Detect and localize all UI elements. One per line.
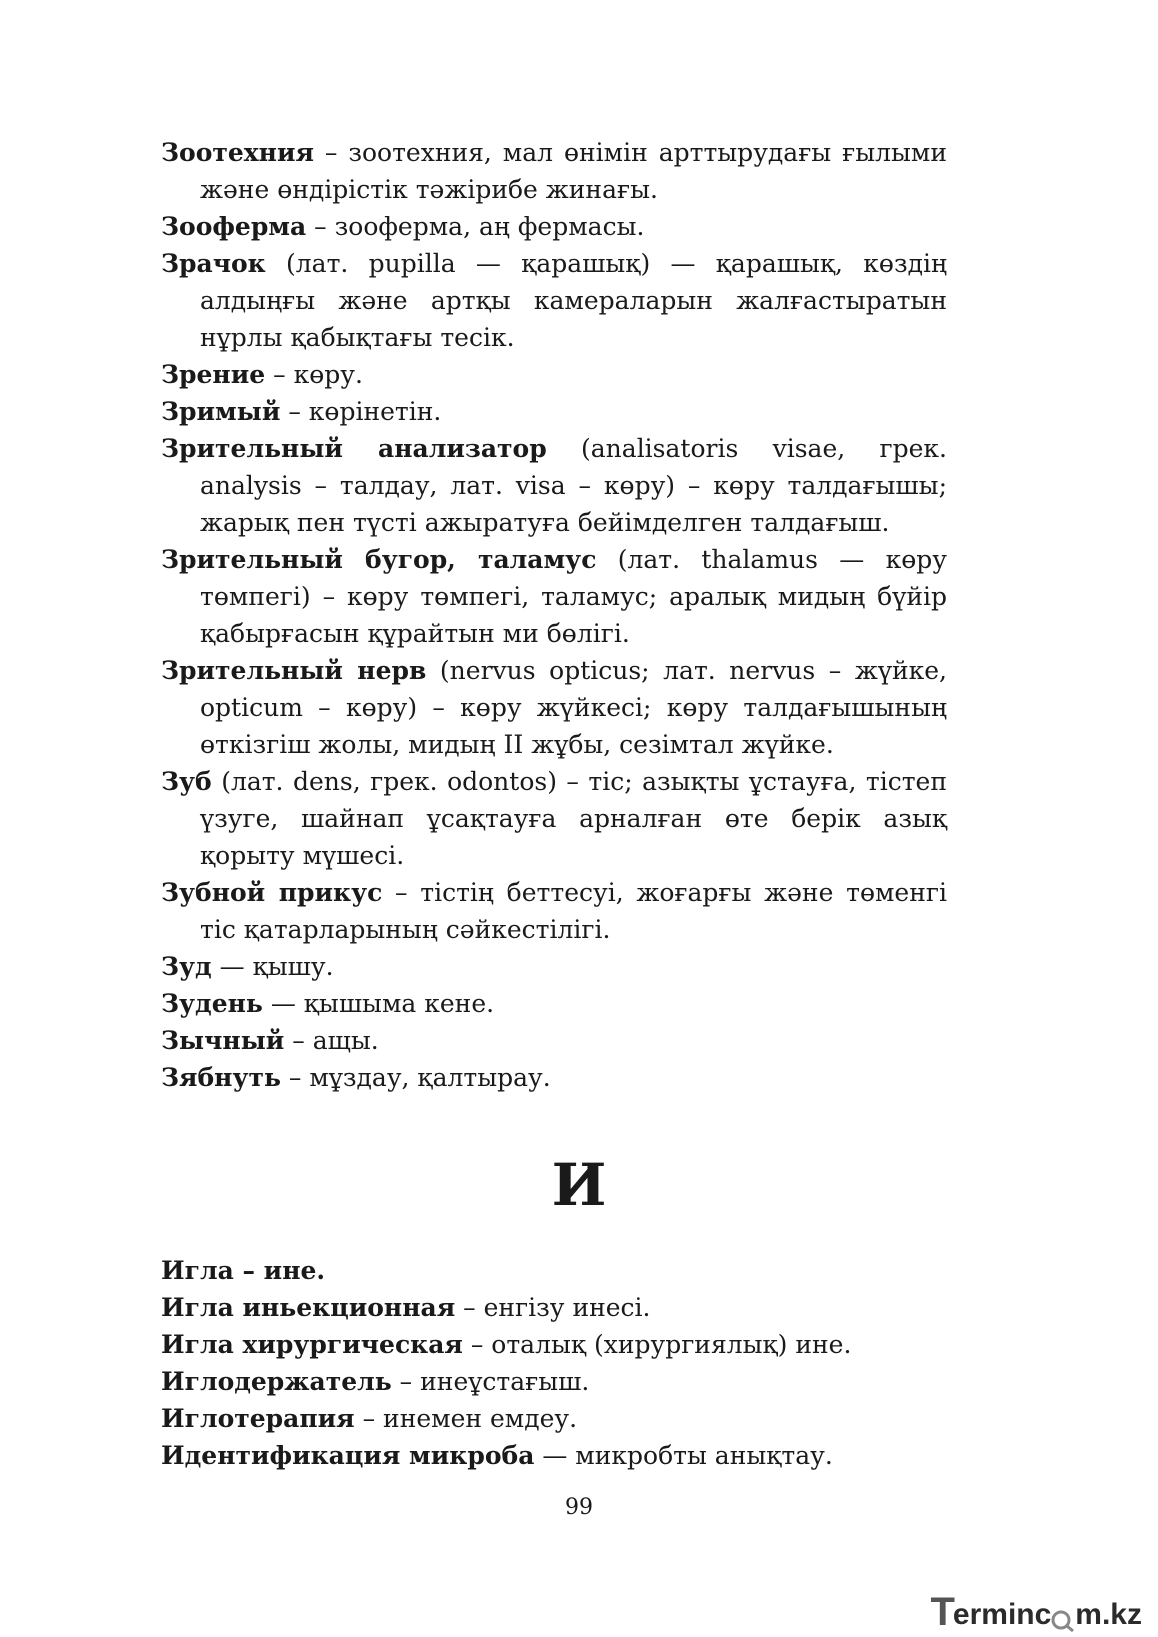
dictionary-entry <box>161 1437 947 1474</box>
dictionary-entry <box>161 430 947 541</box>
dictionary-entry <box>161 1252 947 1289</box>
watermark-text: m.kz <box>1075 1598 1142 1631</box>
entry-definition: (nervus opticus; лат. nervus – жүйке, opticum – көру) – көру жүйкесі; көру талдағышының өткізгіш жолы, мидың II жұбы, сезімтал жүйке. <box>200 656 947 759</box>
dictionary-entry <box>161 1289 947 1326</box>
dictionary-entry <box>161 985 947 1022</box>
watermark-text: c <box>1034 1598 1052 1631</box>
entry-term: Зычный <box>161 1026 285 1055</box>
dictionary-entry <box>161 652 947 763</box>
entry-definition: (analisatoris visae, грек. analysis – талдау, лат. visa – көру) – көру талдағышы; жарық пен түсті ажыратуға бейімделген талдағыш. <box>200 434 947 537</box>
dictionary-entry <box>161 356 947 393</box>
entry-term: Зрительный анализатор <box>161 434 547 463</box>
entry-term: Игла – ине. <box>161 1256 326 1285</box>
dictionary-entry <box>161 763 947 874</box>
entry-definition: – инеұстағыш. <box>391 1367 590 1396</box>
section-letter-heading: И <box>551 1151 607 1219</box>
entry-definition: — микробты анықтау. <box>534 1441 833 1470</box>
dictionary-entries-z <box>161 134 947 1096</box>
watermark-t-glyph: T <box>930 1590 955 1634</box>
entry-term: Зябнуть <box>161 1063 281 1092</box>
dictionary-entry <box>161 245 947 356</box>
entry-term: Игла иньекционная <box>161 1293 456 1322</box>
dictionary-entry <box>161 541 947 652</box>
entry-definition: – ащы. <box>284 1026 379 1055</box>
dictionary-entry <box>161 1022 947 1059</box>
dictionary-entry <box>161 1326 947 1363</box>
entry-term: Зооферма <box>161 212 307 241</box>
dictionary-entry <box>161 393 947 430</box>
entry-term: Зрение <box>161 360 266 389</box>
entry-term: Иглотерапия <box>161 1404 355 1433</box>
entry-term: Зрительный нерв <box>161 656 427 685</box>
magnifier-icon <box>1051 1602 1075 1632</box>
entry-term: Зримый <box>161 397 281 426</box>
dictionary-entry <box>161 1400 947 1437</box>
entry-term: Зоотехния <box>161 138 314 167</box>
watermark-text: ermin <box>952 1598 1035 1631</box>
dictionary-entry <box>161 134 947 208</box>
entry-term: Зрачок <box>161 249 266 278</box>
site-watermark-logo <box>930 1592 1142 1632</box>
entry-definition: – зооферма, аң фермасы. <box>306 212 645 241</box>
entry-definition: – енгізу инесі. <box>455 1293 651 1322</box>
entry-definition: — қышыма кене. <box>262 989 495 1018</box>
entry-definition: – көрінетін. <box>280 397 442 426</box>
entry-definition: – тістің беттесуі, жоғарғы және төменгі тіс қатарларының сәйкестілігі. <box>200 878 947 944</box>
entry-definition: – инемен емдеу. <box>354 1404 578 1433</box>
page-number: 99 <box>565 1495 593 1520</box>
entry-term: Зубной прикус <box>161 878 383 907</box>
dictionary-entries-i <box>161 1252 947 1474</box>
entry-term: Зудень <box>161 989 263 1018</box>
dictionary-entry <box>161 874 947 948</box>
entry-definition: (лат. pupilla — қарашық) — қарашық, көздің алдыңғы және артқы камераларын жалғастыратын нұрлы қабықтағы тесік. <box>200 249 947 352</box>
entry-term: Идентификация микроба <box>161 1441 535 1470</box>
entry-definition: — қышу. <box>211 952 334 981</box>
entry-definition: – мұздау, қалтырау. <box>280 1063 551 1092</box>
entry-term: Зрительный бугор, таламус <box>161 545 597 574</box>
entry-definition: – көру. <box>265 360 363 389</box>
entry-definition: – зоотехния, мал өнімін арттырудағы ғылыми және өндірістік тәжірибе жинағы. <box>200 138 947 204</box>
dictionary-entry <box>161 208 947 245</box>
entry-term: Игла хирургическая <box>161 1330 463 1359</box>
entry-term: Зуд <box>161 952 212 981</box>
dictionary-entry <box>161 1363 947 1400</box>
entry-definition: (лат. dens, грек. odontos) – тіс; азықты ұстауға, тістеп үзуге, шайнап ұсақтауға арналған өте берік азық қорыту мүшесі. <box>200 767 947 870</box>
entry-term: Иглодержатель <box>161 1367 392 1396</box>
entry-term: Зуб <box>161 767 212 796</box>
entry-definition: – оталық (хирургиялық) ине. <box>462 1330 852 1359</box>
dictionary-entry <box>161 1059 947 1096</box>
dictionary-entry <box>161 948 947 985</box>
entry-definition: (лат. thalamus — көру төмпегі) – көру төмпегі, таламус; аралық мидың бүйір қабырғасын құрайтын ми бөлігі. <box>200 545 947 648</box>
